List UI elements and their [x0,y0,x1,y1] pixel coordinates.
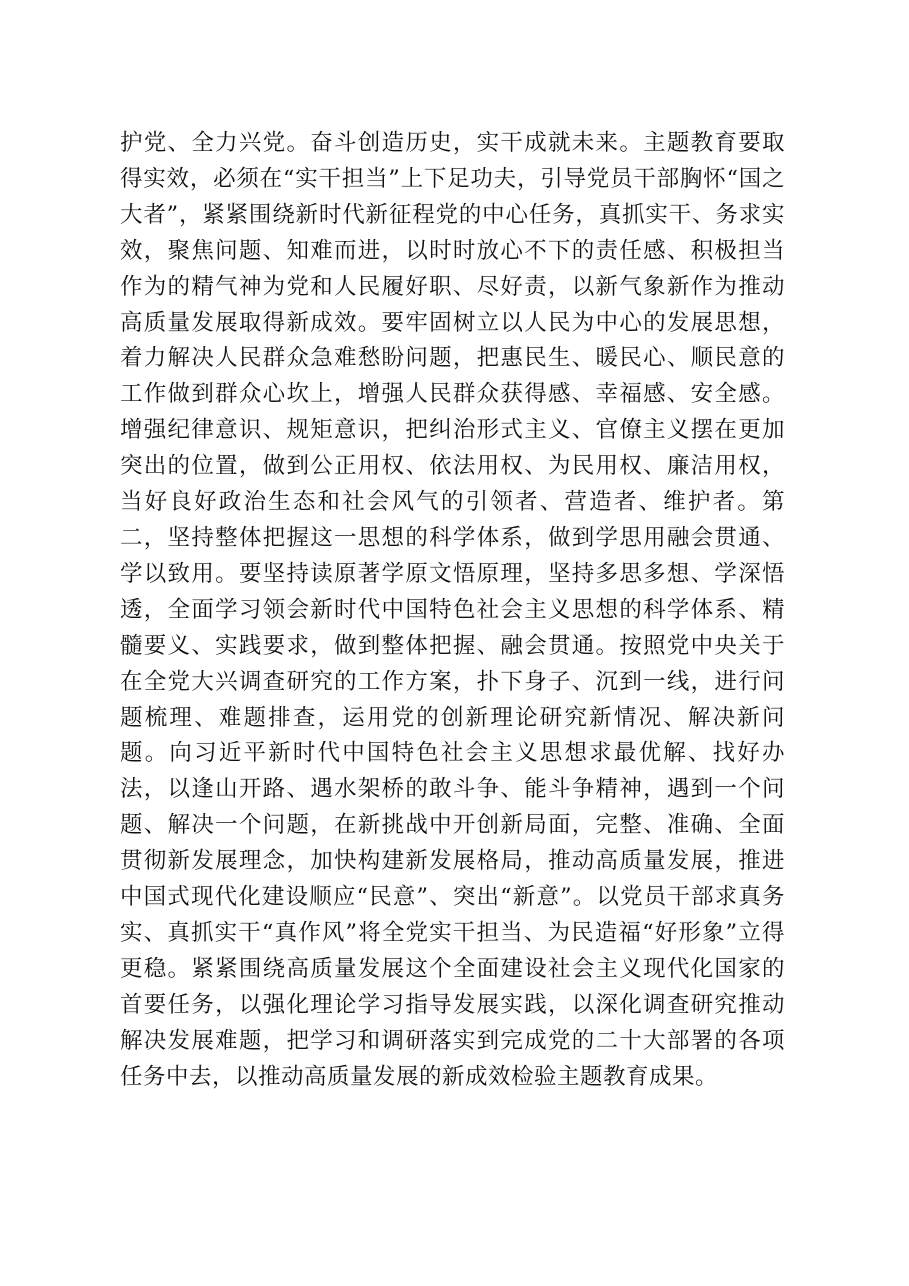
body-paragraph: 护党、全力兴党。奋斗创造历史，实干成就未来。主题教育要取得实效，必须在“实干担当”上下足功夫，引导党员干部胸怀“国之大者”，紧紧围绕新时代新征程党的中心任务，真抓实干、务求实效，聚焦问题、知难而进，以时时放心不下的责任感、积极担当作为的精气神为党和人民履好职、尽好责，以新气象新作为推动高质量发展取得新成效。要牢固树立以人民为中心的发展思想，着力解决人民群众急难愁盼问题，把惠民生、暖民心、顺民意的工作做到群众心坎上，增强人民群众获得感、幸福感、安全感。增强纪律意识、规矩意识，把纠治形式主义、官僚主义摆在更加突出的位置，做到公正用权、依法用权、为民用权、廉洁用权，当好良好政治生态和社会风气的引领者、营造者、维护者。第二，坚持整体把握这一思想的科学体系，做到学思用融会贯通、学以致用。要坚持读原著学原文悟原理，坚持多思多想、学深悟透，全面学习领会新时代中国特色社会主义思想的科学体系、精髓要义、实践要求，做到整体把握、融会贯通。按照党中央关于在全党大兴调查研究的工作方案，扑下身子、沉到一线，进行问题梳理、难题排查，运用党的创新理论研究新情况、解决新问题。向习近平新时代中国特色社会主义思想求最优解、找好办法，以逢山开路、遇水架桥的敢斗争、能斗争精神，遇到一个问题、解决一个问题，在新挑战中开创新局面，完整、准确、全面贯彻新发展理念，加快构建新发展格局，推动高质量发展，推进中国式现代化建设顺应“民意”、突出“新意”。以党员干部求真务实、真抓实干“真作风”将全党实干担当、为民造福“好形象”立得更稳。紧紧围绕高质量发展这个全面建设社会主义现代化国家的首要任务，以强化理论学习指导发展实践，以深化调查研究推动解决发展难题，把学习和调研落实到完成党的二十大部署的各项任务中去，以推动高质量发展的新成效检验主题教育成果。 [120,130,785,1090]
